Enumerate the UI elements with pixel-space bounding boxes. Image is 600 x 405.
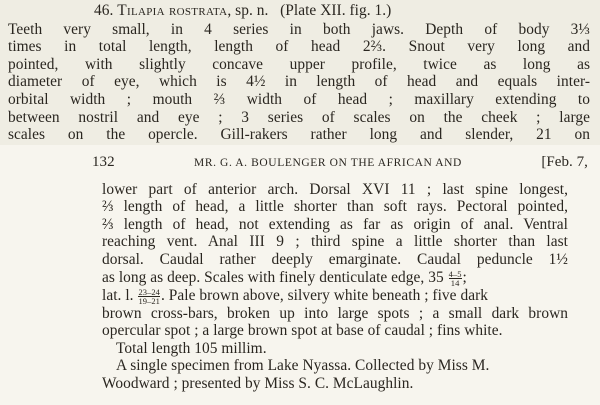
coloration-text: Pale brown above, silvery white beneath ; five dark	[168, 286, 489, 304]
scale-fraction-denominator: 14	[450, 277, 460, 288]
lat-l-fraction-numerator: 23–24	[138, 286, 160, 297]
species-heading	[8, 2, 590, 20]
scales-text: as long as deep. Scales with finely denticulate edge, 35	[102, 268, 444, 286]
description-line: Teeth very small, in 4 series in both jaws. Depth of body 3⅓	[8, 20, 590, 38]
plate-reference: (Plate XII. fig. 1.)	[280, 2, 392, 19]
description-line: reaching vent. Anal III 9 ; third spine a little shorter than last	[102, 233, 568, 251]
total-length: Total length 105 millim.	[116, 339, 267, 357]
description-line: pointed, with slightly concave upper profile, twice as long as	[8, 55, 590, 73]
page-number: 132	[92, 154, 115, 170]
description-line: between nostril and eye ; 3 series of scales on the cheek ; large	[8, 108, 590, 126]
running-date: [Feb. 7,	[541, 154, 588, 170]
lat-l-fraction-denominator: 19–21	[138, 295, 160, 306]
description-line: brown cross-bars, broken up into large spots ; a small dark brown	[102, 304, 568, 322]
species-name: Tilapia rostrata	[117, 2, 228, 19]
scale-fraction-numerator: 4–5	[448, 268, 462, 279]
lower-page	[0, 145, 600, 405]
scale-fraction	[449, 270, 462, 287]
upper-page	[0, 0, 600, 145]
specimen-line: A single specimen from Lake Nyassa. Collected by Miss M.	[116, 357, 490, 375]
running-title: MR. G. A. BOULENGER ON THE AFRICAN AND	[194, 157, 462, 169]
description-line: orbital width ; mouth ⅔ width of head ; maxillary extending to	[8, 90, 590, 108]
description-line: dorsal. Caudal rather deeply emarginate. Caudal peduncle 1½	[102, 250, 568, 268]
description-line: as long as deep. Scales with finely denticulate edge, 35 $\frac{4-5}{14}$ ;	[102, 268, 467, 288]
description-line: ⅔ length of head, a little shorter than soft rays. Pectoral pointed,	[102, 198, 568, 216]
description-line: ⅔ length of head, not extending as far as origin of anal. Ventral	[102, 215, 568, 233]
running-head	[92, 154, 588, 173]
lat-l-label: lat. l.	[102, 286, 134, 304]
description-line: lower part of anterior arch. Dorsal XVI 11 ; last spine longest,	[102, 180, 568, 198]
description-line: opercular spot ; a large brown spot at base of caudal ; fins white.	[102, 322, 503, 340]
description-line: lat. l. $\frac{23-24}{19-21}$ . Pale brown above, silvery white beneath ; five dark	[102, 286, 489, 306]
lat-l-fraction	[138, 288, 160, 305]
species-suffix: , sp. n.	[227, 2, 269, 19]
specimen-line: Woodward ; presented by Miss S. C. McLaughlin.	[102, 374, 414, 392]
species-number: 46.	[94, 2, 114, 19]
description-line: diameter of eye, which is 4½ in length of head and equals inter-	[8, 73, 590, 91]
description-line: times in total length, length of head 2⅔. Snout very long and	[8, 38, 590, 56]
description-line: scales on the opercle. Gill-rakers rather long and slender, 21 on	[8, 126, 590, 144]
